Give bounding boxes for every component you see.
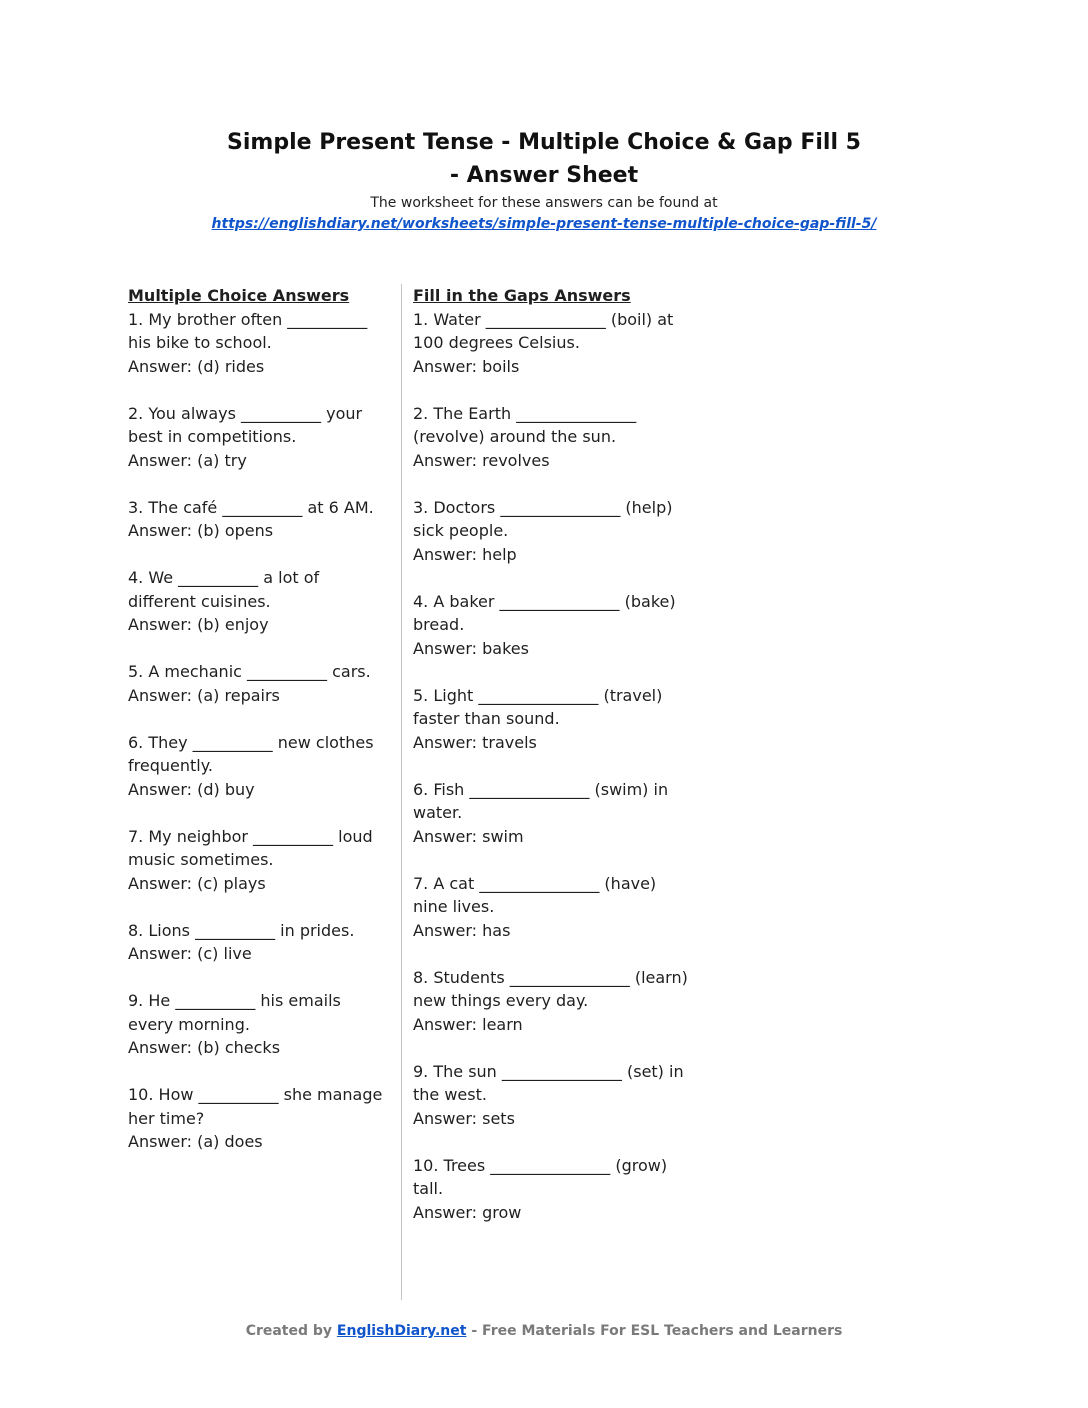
mc-answer: Answer: (a) repairs xyxy=(128,685,280,705)
mc-answer: Answer: (a) does xyxy=(128,1132,263,1151)
mc-question: 4. We __________ a lot of different cuisines. xyxy=(128,568,320,611)
mc-item-1 xyxy=(128,308,390,379)
gf-question: 1. Water _______________ (boil) at 100 degrees Celsius. xyxy=(413,309,674,352)
gf-item-8 xyxy=(413,966,693,1037)
gf-question: 9. The sun _______________ (set) in the west. xyxy=(413,1061,684,1104)
page-title-line-1: Simple Present Tense - Multiple Choice & Gap Fill 5 xyxy=(227,130,861,155)
gf-item-1 xyxy=(413,308,693,379)
gf-item-3 xyxy=(413,496,693,567)
gf-question: 10. Trees _______________ (grow) tall. xyxy=(413,1155,668,1198)
page-title-line-2: - Answer Sheet xyxy=(449,163,639,188)
gf-answer: Answer: has xyxy=(413,920,511,940)
gf-answer: Answer: travels xyxy=(413,732,537,752)
gf-item-6 xyxy=(413,778,693,849)
gf-item-2 xyxy=(413,402,693,473)
mc-answer: Answer: (c) plays xyxy=(128,873,266,893)
mc-answer: Answer: (a) try xyxy=(128,450,247,470)
mc-answer: Answer: (d) buy xyxy=(128,779,255,799)
gf-answer: Answer: swim xyxy=(413,826,524,846)
gf-question: 7. A cat _______________ (have) nine lives. xyxy=(413,873,657,916)
gf-question: 5. Light _______________ (travel) faster than sound. xyxy=(413,685,663,728)
gf-item-10 xyxy=(413,1154,693,1225)
intro-text: The worksheet for these answers can be found at xyxy=(370,195,718,211)
gf-question: 2. The Earth _______________ (revolve) around the sun. xyxy=(413,403,637,446)
gf-answer: Answer: revolves xyxy=(413,450,550,470)
footer-suffix: - Free Materials For ESL Teachers and Learners xyxy=(466,1323,843,1339)
page-title xyxy=(0,126,1088,192)
mc-question: 5. A mechanic __________ cars. xyxy=(128,662,371,681)
mc-question: 6. They __________ new clothes frequently. xyxy=(128,732,374,775)
gf-question: 3. Doctors _______________ (help) sick people. xyxy=(413,497,673,540)
footer-prefix: Created by xyxy=(245,1323,337,1339)
mc-item-9 xyxy=(128,989,390,1060)
gf-question: 8. Students _______________ (learn) new things every day. xyxy=(413,967,688,1010)
mc-question: 9. He __________ his emails every morning. xyxy=(128,991,341,1034)
gf-item-5 xyxy=(413,684,693,755)
mc-answer: Answer: (b) enjoy xyxy=(128,615,269,634)
mc-answer: Answer: (b) checks xyxy=(128,1038,281,1057)
multiple-choice-column xyxy=(128,284,390,1177)
gf-answer: Answer: help xyxy=(413,544,517,564)
mc-question: 3. The café __________ at 6 AM. xyxy=(128,497,374,517)
mc-question: 2. You always __________ your best in competitions. xyxy=(128,403,363,446)
gf-question: 4. A baker _______________ (bake) bread. xyxy=(413,591,676,634)
column-divider xyxy=(401,284,402,1300)
mc-item-7 xyxy=(128,825,390,896)
footer-link[interactable]: EnglishDiary.net xyxy=(336,1323,467,1339)
mc-answer: Answer: (d) rides xyxy=(128,356,265,376)
mc-answer: Answer: (c) live xyxy=(128,944,252,963)
gap-fill-column xyxy=(413,284,693,1248)
mc-item-10 xyxy=(128,1083,390,1154)
gf-answer: Answer: bakes xyxy=(413,638,529,658)
mc-item-5 xyxy=(128,660,390,707)
gap-fill-heading: Fill in the Gaps Answers xyxy=(413,286,631,305)
gf-item-7 xyxy=(413,872,693,943)
gf-question: 6. Fish _______________ (swim) in water. xyxy=(413,779,669,822)
gf-item-4 xyxy=(413,590,693,661)
gf-answer: Answer: boils xyxy=(413,356,520,376)
mc-item-8 xyxy=(128,919,390,966)
mc-question: 7. My neighbor __________ loud music sometimes. xyxy=(128,826,373,869)
mc-question: 8. Lions __________ in prides. xyxy=(128,920,355,940)
gf-item-9 xyxy=(413,1060,693,1131)
gf-answer: Answer: sets xyxy=(413,1108,515,1128)
gf-answer: Answer: learn xyxy=(413,1014,523,1034)
mc-question: 1. My brother often __________ his bike to school. xyxy=(128,309,368,352)
footer xyxy=(0,1320,1088,1342)
mc-item-4 xyxy=(128,566,390,637)
mc-answer: Answer: (b) opens xyxy=(128,521,274,540)
mc-item-6 xyxy=(128,731,390,802)
mc-item-2 xyxy=(128,402,390,473)
worksheet-link[interactable]: https://englishdiary.net/worksheets/simple-present-tense-multiple-choice-gap-fill-5/ xyxy=(211,216,877,232)
gf-answer: Answer: grow xyxy=(413,1202,522,1222)
mc-item-3 xyxy=(128,496,390,543)
mc-question: 10. How __________ she manage her time? xyxy=(128,1085,383,1128)
multiple-choice-heading: Multiple Choice Answers xyxy=(128,286,350,305)
